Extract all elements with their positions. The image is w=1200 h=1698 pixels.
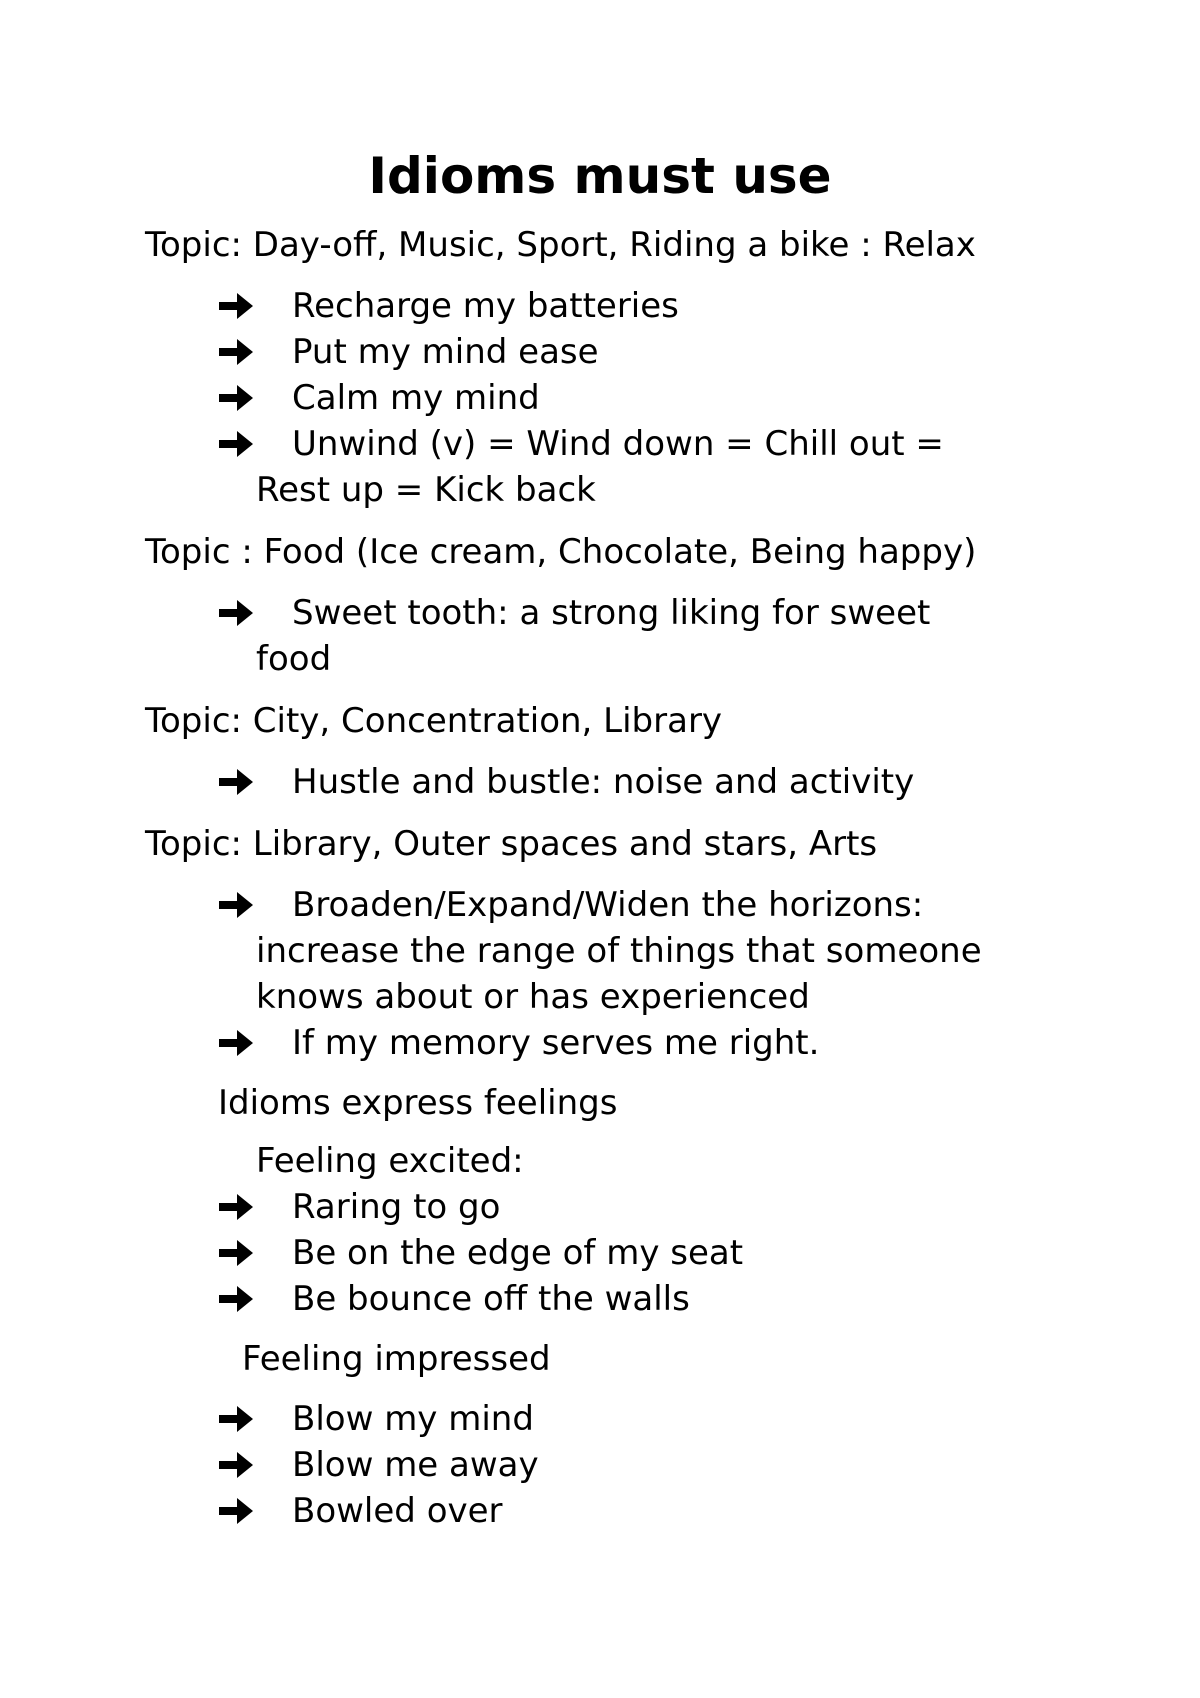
topic-heading: Topic: Library, Outer spaces and stars, Arts <box>145 824 878 864</box>
list-item-continuation: increase the range of things that someone <box>256 931 982 971</box>
list-item-text: Broaden/Expand/Widen the horizons: <box>292 885 924 925</box>
right-arrow-icon <box>217 421 257 467</box>
list-item-text: Blow me away <box>292 1445 539 1485</box>
list-item-text: Be on the edge of my seat <box>292 1233 744 1273</box>
feeling-label: Feeling excited: <box>256 1141 524 1181</box>
list-item-text: Unwind (v) = Wind down = Chill out = <box>292 424 944 464</box>
topic-heading: Topic: Day-off, Music, Sport, Riding a bike : Relax <box>145 225 976 265</box>
right-arrow-icon <box>217 882 257 928</box>
list-item <box>145 329 1065 375</box>
list-item <box>145 1396 1065 1442</box>
list-item-text: Sweet tooth: a strong liking for sweet <box>292 593 931 633</box>
list-item-continuation: knows about or has experienced <box>256 977 810 1017</box>
list-item-text: If my memory serves me right. <box>292 1023 820 1063</box>
right-arrow-icon <box>217 1442 257 1488</box>
list-item <box>145 882 1065 928</box>
list-item-text: Bowled over <box>292 1491 503 1531</box>
right-arrow-icon <box>217 759 257 805</box>
right-arrow-icon <box>217 1184 257 1230</box>
list-item <box>145 759 1065 805</box>
list-item <box>145 1276 1065 1322</box>
list-item <box>145 1020 1065 1066</box>
right-arrow-icon <box>217 1488 257 1534</box>
feeling-label: Feeling impressed <box>242 1339 551 1379</box>
page-title: Idioms must use <box>368 147 832 205</box>
list-item <box>145 1442 1065 1488</box>
right-arrow-icon <box>217 1276 257 1322</box>
list-item <box>145 1230 1065 1276</box>
list-item-text: Recharge my batteries <box>292 286 679 326</box>
right-arrow-icon <box>217 283 257 329</box>
list-item <box>145 375 1065 421</box>
list-item-text: Be bounce off the walls <box>292 1279 690 1319</box>
list-item-text: Calm my mind <box>292 378 540 418</box>
list-item-text: Hustle and bustle: noise and activity <box>292 762 915 802</box>
section-heading: Idioms express feelings <box>218 1083 618 1123</box>
right-arrow-icon <box>217 1396 257 1442</box>
right-arrow-icon <box>217 590 257 636</box>
topic-heading: Topic : Food (Ice cream, Chocolate, Being happy) <box>145 532 977 572</box>
list-item-text: Blow my mind <box>292 1399 534 1439</box>
list-item <box>145 283 1065 329</box>
list-item <box>145 590 1065 636</box>
list-item <box>145 421 1065 467</box>
list-item-text: Put my mind ease <box>292 332 599 372</box>
right-arrow-icon <box>217 375 257 421</box>
document-body <box>145 222 1065 1534</box>
topic-heading: Topic: City, Concentration, Library <box>145 701 723 741</box>
right-arrow-icon <box>217 329 257 375</box>
list-item-text: Raring to go <box>292 1187 501 1227</box>
list-item-continuation: Rest up = Kick back <box>256 470 596 510</box>
right-arrow-icon <box>217 1230 257 1276</box>
list-item <box>145 1488 1065 1534</box>
list-item <box>145 1184 1065 1230</box>
list-item-continuation: food <box>256 639 332 679</box>
right-arrow-icon <box>217 1020 257 1066</box>
